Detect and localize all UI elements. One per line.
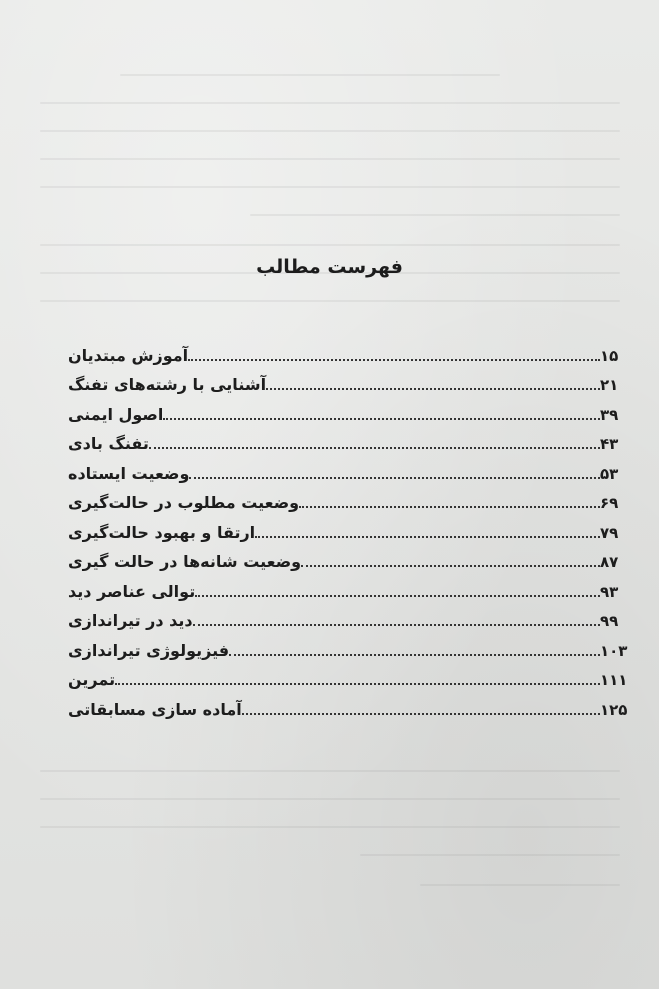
bleed-through-line [250, 214, 620, 216]
toc-entry-label: وضعیت شانه‌ها در حالت گیری [68, 552, 302, 571]
toc-entry-page: ۶۹ [600, 494, 619, 512]
toc-entry-page: ۲۱ [600, 376, 619, 394]
bleed-through-line [40, 826, 620, 828]
toc-entry-page: ۷۹ [600, 523, 619, 542]
dot-leader [163, 418, 600, 420]
toc-entry-label: وضعیت ایستاده [68, 463, 190, 483]
bleed-through-line [40, 102, 620, 104]
toc-entry-label: آماده سازی مسابقاتی [68, 699, 242, 719]
dot-leader [229, 654, 600, 656]
toc-entry-page: ۱۲۵ [600, 700, 628, 719]
dot-leader [193, 624, 600, 626]
dot-leader [266, 388, 600, 390]
toc-entry-page: ۵۳ [600, 464, 619, 483]
toc-entry-page: ۳۹ [600, 405, 619, 424]
toc-entry-label: توالی عناصر دید [68, 581, 196, 601]
toc-entry[interactable] [60, 661, 634, 691]
toc-entry[interactable] [60, 631, 634, 661]
bleed-through-line [40, 244, 620, 246]
toc-entry[interactable] [60, 572, 634, 602]
toc-entry-label: اصول ایمنی [68, 404, 164, 424]
toc-entry[interactable] [60, 454, 634, 484]
toc-entry-label: فیزیولوژی تیراندازی [68, 640, 230, 660]
toc-entry[interactable] [60, 336, 634, 366]
dot-leader [242, 713, 600, 715]
bleed-through-line [120, 74, 500, 76]
toc-entry[interactable] [60, 543, 634, 573]
toc-title: فهرست مطالب [256, 256, 403, 278]
toc-entry[interactable] [60, 395, 634, 425]
table-of-contents [60, 336, 634, 720]
toc-entry[interactable] [60, 484, 634, 514]
dot-leader [115, 683, 600, 685]
toc-entry-label: آموزش مبتدیان [68, 345, 189, 365]
toc-entry-page: ۹۹ [600, 612, 619, 630]
toc-entry-page: ۱۵ [600, 346, 619, 365]
toc-entry-label: تمرین [68, 670, 116, 689]
toc-entry-page: ۸۷ [600, 553, 619, 571]
toc-entry-page: ۱۱۱ [600, 671, 628, 689]
toc-entry[interactable] [60, 425, 634, 455]
bleed-through-line [40, 186, 620, 188]
dot-leader [195, 595, 600, 597]
toc-entry-page: ۹۳ [600, 582, 619, 601]
toc-entry[interactable] [60, 602, 634, 632]
toc-entry-label: دید در تیراندازی [68, 611, 193, 630]
toc-entry-label: وضعیت مطلوب در حالت‌گیری [68, 493, 300, 512]
toc-entry-page: ۴۳ [600, 435, 619, 453]
dot-leader [149, 447, 600, 449]
dot-leader [189, 477, 600, 479]
dot-leader [299, 506, 600, 508]
toc-entry-label: ارتقا و بهبود حالت‌گیری [68, 522, 256, 542]
dot-leader [301, 565, 600, 567]
bleed-through-line [40, 300, 620, 302]
toc-entry[interactable] [60, 366, 634, 396]
bleed-through-line [360, 854, 620, 856]
dot-leader [188, 359, 600, 361]
bleed-through-line [40, 130, 620, 132]
bleed-through-line [40, 770, 620, 772]
bleed-through-line [420, 884, 620, 886]
toc-entry[interactable] [60, 690, 634, 720]
bleed-through-line [40, 798, 620, 800]
dot-leader [255, 536, 600, 538]
bleed-through-line [40, 158, 620, 160]
toc-entry-label: آشنایی با رشته‌های تفنگ [68, 375, 267, 394]
toc-entry-label: تفنگ بادی [68, 434, 149, 453]
toc-entry-page: ۱۰۳ [600, 641, 628, 660]
toc-entry[interactable] [60, 513, 634, 543]
